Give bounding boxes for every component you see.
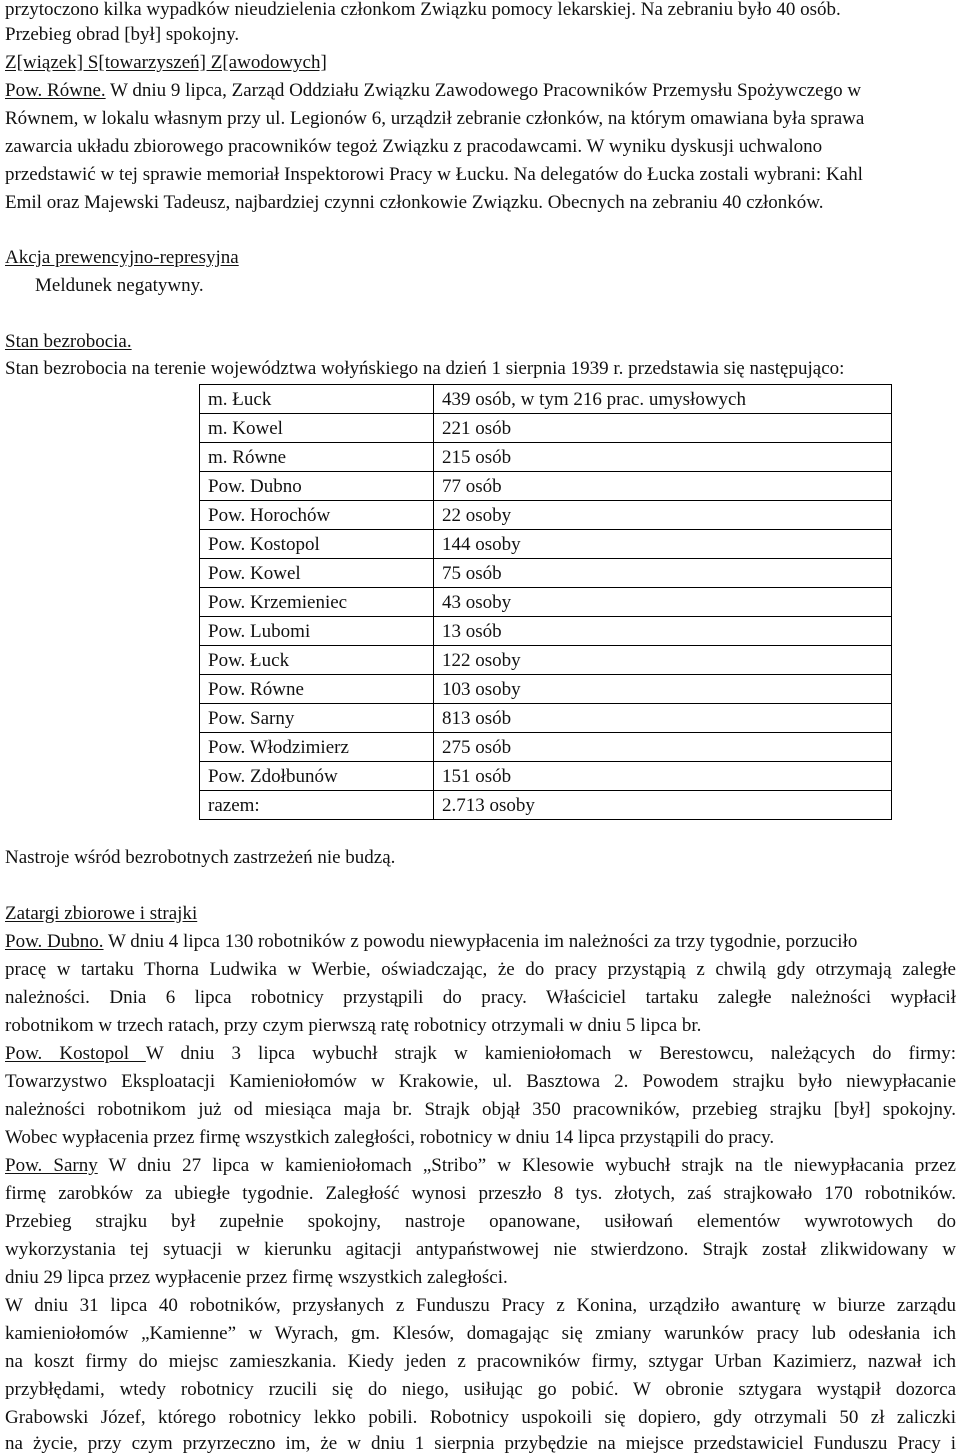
sarny-label: Pow. Sarny: [5, 1155, 98, 1176]
kostopol-line-4: Wobec wypłacenia przez firmę wszystkich zaległości, robotnicy w dniu 14 lipca przystąpili do pracy.: [5, 1127, 775, 1148]
place-cell: Pow. Dubno: [200, 472, 434, 501]
intro-line-1: przytoczono kilka wypadków nieudzielenia członkom Związku pomocy lekarskiej. Na zebraniu było 40 osób.: [5, 0, 841, 20]
count-cell: 221 osób: [434, 414, 892, 443]
sarny-line-5: dniu 29 lipca przez wypłacenie przez firmę wszystkich zaległości.: [5, 1267, 508, 1288]
place-cell: Pow. Sarny: [200, 704, 434, 733]
count-cell: 22 osoby: [434, 501, 892, 530]
rowne-paragraph-line-1: Pow. Równe. W dniu 9 lipca, Zarząd Oddziału Związku Zawodowego Pracowników Przemysłu Spożywczego w: [5, 80, 862, 101]
table-row: [200, 443, 892, 472]
rowne-paragraph-line-5: Emil oraz Majewski Tadeusz, najbardziej czynni członkowie Związku. Obecnych na zebraniu 40 członków.: [5, 192, 824, 213]
count-cell: 151 osób: [434, 762, 892, 791]
sarny-line-4: wykorzystania tej sytuacji w kierunku agitacji antypaństwowej nie stwierdzono. Strajk został zlikwidowany w: [5, 1239, 956, 1260]
count-cell: 75 osób: [434, 559, 892, 588]
count-cell: 275 osób: [434, 733, 892, 762]
akcja-text: Meldunek negatywny.: [35, 275, 204, 296]
place-cell: Pow. Horochów: [200, 501, 434, 530]
count-cell: 122 osoby: [434, 646, 892, 675]
akcja-heading: Akcja prewencyjno-represyjna: [5, 247, 239, 268]
dubno-line-3: należności. Dnia 6 lipca robotnicy przystąpili do pracy. Właściciel tartaku zaległe należności wypłacił: [5, 987, 956, 1008]
count-cell: 2.713 osoby: [434, 791, 892, 820]
dubno-label: Pow. Dubno.: [5, 931, 104, 952]
section-heading-zsz: Z[wiązek] S[towarzyszeń] Z[awodowych]: [5, 52, 327, 73]
unemployment-table: [199, 384, 892, 820]
nastroje-text: Nastroje wśród bezrobotnych zastrzeżeń nie budzą.: [5, 847, 396, 868]
table-row: [200, 762, 892, 791]
rowne-paragraph-line-2: Równem, w lokalu własnym przy ul. Legionów 6, urządził zebranie członków, na którym omawiana była sprawa: [5, 108, 865, 129]
place-cell: m. Łuck: [200, 385, 434, 414]
place-cell: Pow. Krzemieniec: [200, 588, 434, 617]
table-row: [200, 704, 892, 733]
table-row: [200, 617, 892, 646]
sarny-line-9: przybłędami, wtedy robotnicy rzucili się do niego, usiłując go pobić. W obronie sztygara wystąpił dozorca: [5, 1379, 956, 1400]
rowne-label: Pow. Równe.: [5, 80, 106, 101]
kostopol-line-2: Towarzystwo Eksploatacji Kamieniołomów w Krakowie, ul. Basztowa 2. Powodem strajku było niewypłacanie: [5, 1071, 956, 1092]
rowne-paragraph-line-3: zawarcia układu zbiorowego pracowników tegoż Związku z pracodawcami. W wyniku dyskusji uchwalono: [5, 136, 823, 157]
place-cell: Pow. Lubomi: [200, 617, 434, 646]
count-cell: 813 osób: [434, 704, 892, 733]
sarny-line-6: W dniu 31 lipca 40 robotników, przysłanych z Funduszu Pracy z Konina, urządziło awanturę w biurze zarządu: [5, 1295, 956, 1316]
place-cell: m. Kowel: [200, 414, 434, 443]
bezrobocie-intro: Stan bezrobocia na terenie województwa wołyńskiego na dzień 1 sierpnia 1939 r. przedstawia się następująco:: [5, 358, 845, 379]
zatargi-heading: Zatargi zbiorowe i strajki: [5, 903, 198, 924]
place-cell: m. Równe: [200, 443, 434, 472]
place-cell: Pow. Kostopol: [200, 530, 434, 559]
sarny-line-2: firmę zarobków za ubiegłe tygodnie. Zaległość wynosi przeszło 8 tys. złotych, zaś strajkowało 170 robotników.: [5, 1183, 956, 1204]
sarny-line-8: na koszt firmy do miejsc zamieszkania. Kiedy jeden z pracowników firmy, sztygar Urban Kazimierz, nazwał ich: [5, 1351, 956, 1372]
dubno-line-4: robotnikom w trzech ratach, przy czym pierwszą ratę robotnicy otrzymali w dniu 5 lipca br.: [5, 1015, 702, 1036]
rowne-paragraph-line-4: przedstawić w tej sprawie memoriał Inspektorowi Pracy w Łucku. Na delegatów do Łucka zostali wybrani: Kahl: [5, 164, 863, 185]
place-cell: Pow. Zdołbunów: [200, 762, 434, 791]
intro-line-2: Przebieg obrad [był] spokojny.: [5, 24, 240, 45]
dubno-line-1: Pow. Dubno. W dniu 4 lipca 130 robotników z powodu niewypłacenia im należności za trzy tygodnie, porzuciło: [5, 931, 858, 952]
place-cell: Pow. Łuck: [200, 646, 434, 675]
place-cell: Pow. Równe: [200, 675, 434, 704]
table-row: [200, 675, 892, 704]
table-row: [200, 472, 892, 501]
count-cell: 13 osób: [434, 617, 892, 646]
place-cell: Pow. Włodzimierz: [200, 733, 434, 762]
kostopol-label: Pow. Kostopol: [5, 1043, 146, 1064]
sarny-line-3: Przebieg strajku był zupełnie spokojny, nastroje opanowane, usiłowań elementów wywrotowych do: [5, 1211, 956, 1232]
place-cell: Pow. Kowel: [200, 559, 434, 588]
dubno-line-2: pracę w tartaku Thorna Ludwika w Werbie, oświadczając, że do pracy przystąpią z chwilą gdy otrzymają zaległe: [5, 959, 956, 980]
table-row: [200, 501, 892, 530]
table-row: [200, 733, 892, 762]
count-cell: 103 osoby: [434, 675, 892, 704]
place-cell: razem:: [200, 791, 434, 820]
count-cell: 439 osób, w tym 216 prac. umysłowych: [434, 385, 892, 414]
sarny-line-7: kamieniołomów „Kamienne” w Wyrach, gm. Klesów, domagając się zmiany warunków pracy lub odesłania ich: [5, 1323, 956, 1344]
bezrobocie-heading: Stan bezrobocia.: [5, 331, 132, 352]
sarny-line-11: na życie, przy czym przyrzeczno im, że w dniu 1 sierpnia przybędzie na miejsce przedstawiciel Funduszu Pracy i: [5, 1433, 956, 1454]
table-row: [200, 646, 892, 675]
count-cell: 144 osoby: [434, 530, 892, 559]
table-row: [200, 588, 892, 617]
table-row: [200, 414, 892, 443]
kostopol-line-1: Pow. Kostopol W dniu 3 lipca wybuchł strajk w kamieniołomach w Berestowcu, należących do firmy:: [5, 1043, 956, 1064]
table-row: [200, 385, 892, 414]
kostopol-line-3: należności robotnikom już od miesiąca maja br. Strajk objął 350 pracowników, przebieg strajku [był] spokojny.: [5, 1099, 956, 1120]
count-cell: 43 osoby: [434, 588, 892, 617]
table-row: [200, 559, 892, 588]
count-cell: 215 osób: [434, 443, 892, 472]
sarny-line-1: Pow. Sarny W dniu 27 lipca w kamieniołomach „Stribo” w Klesowie wybuchł strajk na tle niewypłacania przez: [5, 1155, 956, 1176]
table-row-total: [200, 791, 892, 820]
table-row: [200, 530, 892, 559]
count-cell: 77 osób: [434, 472, 892, 501]
sarny-line-10: Grabowski Józef, którego robotnicy lekko pobili. Robotnicy uspokoili się dopiero, gdy otrzymali 50 zł zaliczki: [5, 1407, 956, 1428]
